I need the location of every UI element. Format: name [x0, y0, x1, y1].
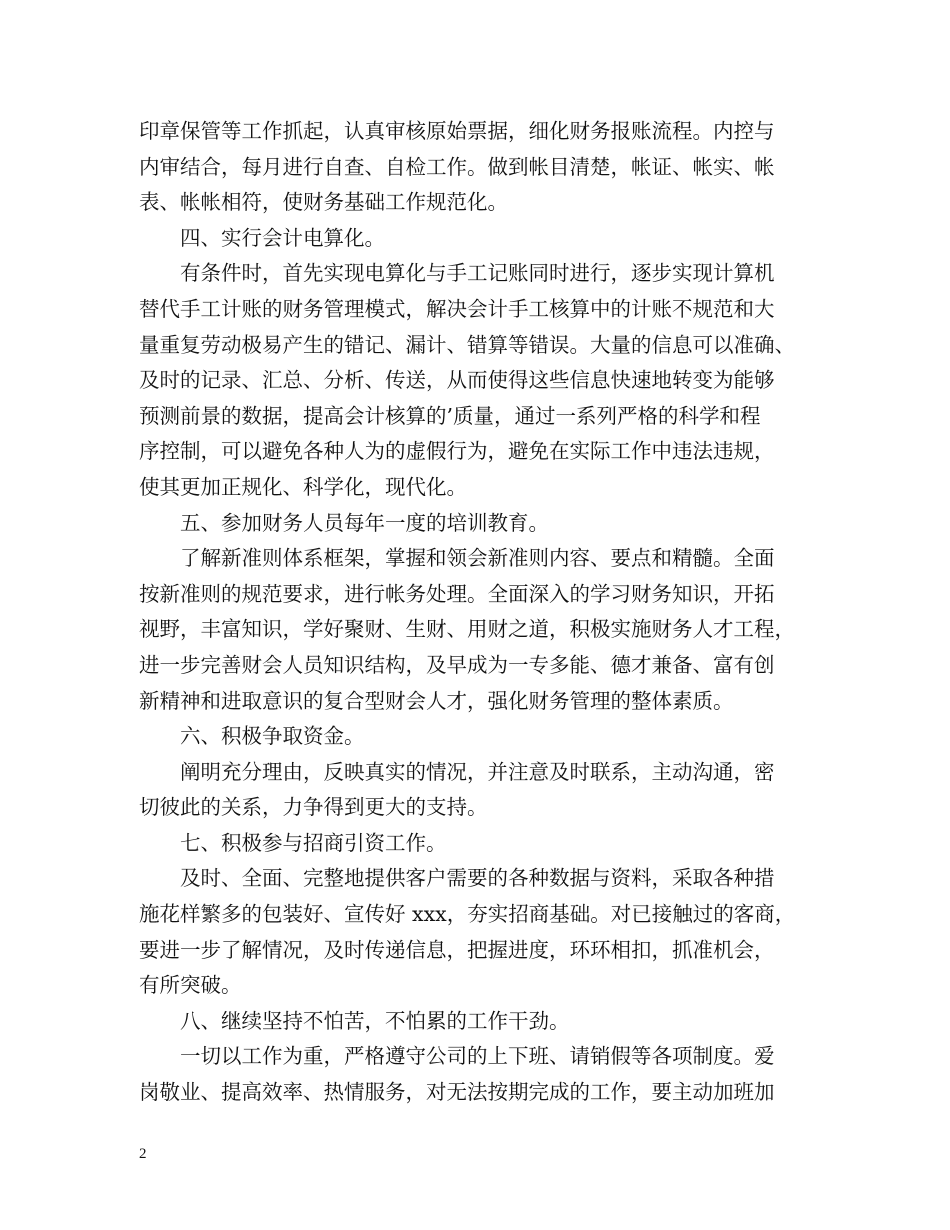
text-line: 量重复劳动极易产生的错记、漏计、错算等错误。大量的信息可以准确、 — [139, 332, 795, 357]
text-line: 及时的记录、汇总、分析、传送，从而使得这些信息快速地转变为能够 — [139, 368, 775, 393]
section-heading-8: 八、继续坚持不怕苦，不怕累的工作干劲。 — [180, 1008, 570, 1033]
document-body — [139, 114, 829, 1111]
section-heading-5: 五、参加财务人员每年一度的培训教育。 — [180, 510, 549, 535]
page-number: 2 — [139, 1146, 147, 1162]
text-line: 有所突破。 — [139, 973, 242, 998]
text-line: 内审结合，每月进行自查、自检工作。做到帐目清楚，帐证、帐实、帐 — [139, 154, 775, 179]
text-line: 一切以工作为重，严格遵守公司的上下班、请销假等各项制度。爱 — [180, 1044, 775, 1069]
text-line: 预测前景的数据，提高会计核算的’质量，通过一系列严格的科学和程 — [139, 403, 761, 428]
text-line: 施花样繁多的包装好、宣传好 xxx，夯实招商基础。对已接触过的客商， — [139, 902, 796, 927]
text-line: 视野，丰富知识，学好聚财、生财、用财之道，积极实施财务人才工程， — [139, 617, 795, 642]
text-line: 切彼此的关系，力争得到更大的支持。 — [139, 795, 488, 820]
text-line: 序控制，可以避免各种人为的虚假行为，避免在实际工作中违法违规， — [139, 439, 775, 464]
text-line: 有条件时，首先实现电算化与手工记账同时进行，逐步实现计算机 — [180, 261, 775, 286]
text-line: 及时、全面、完整地提供客户需要的各种数据与资料，采取各种措 — [180, 866, 775, 891]
text-line: 岗敬业、提高效率、热情服务，对无法按期完成的工作，要主动加班加 — [139, 1080, 775, 1105]
text-line: 了解新准则体系框架，掌握和领会新准则内容、要点和精髓。全面 — [180, 546, 775, 571]
section-heading-6: 六、积极争取资金。 — [180, 724, 365, 749]
text-line: 印章保管等工作抓起，认真审核原始票据，细化财务报账流程。内控与 — [139, 119, 775, 143]
text-line: 进一步完善财会人员知识结构，及早成为一专多能、德才兼备、富有创 — [139, 652, 775, 677]
text-line: 阐明充分理由，反映真实的情况，并注意及时联系，主动沟通，密 — [180, 759, 775, 784]
text-line: 按新准则的规范要求，进行帐务处理。全面深入的学习财务知识，开拓 — [139, 581, 775, 606]
text-line: 要进一步了解情况，及时传递信息，把握进度，环环相扣，抓准机会， — [139, 937, 775, 962]
text-line: 使其更加正规化、科学化，现代化。 — [139, 474, 467, 499]
text-line: 替代手工计账的财务管理模式，解决会计手工核算中的计账不规范和大 — [139, 296, 775, 321]
section-heading-4: 四、实行会计电算化。 — [180, 225, 385, 250]
text-line: 表、帐帐相符，使财务基础工作规范化。 — [139, 190, 508, 215]
text-line: 新精神和进取意识的复合型财会人才，强化财务管理的整体素质。 — [139, 688, 734, 713]
section-heading-7: 七、积极参与招商引资工作。 — [180, 830, 447, 855]
